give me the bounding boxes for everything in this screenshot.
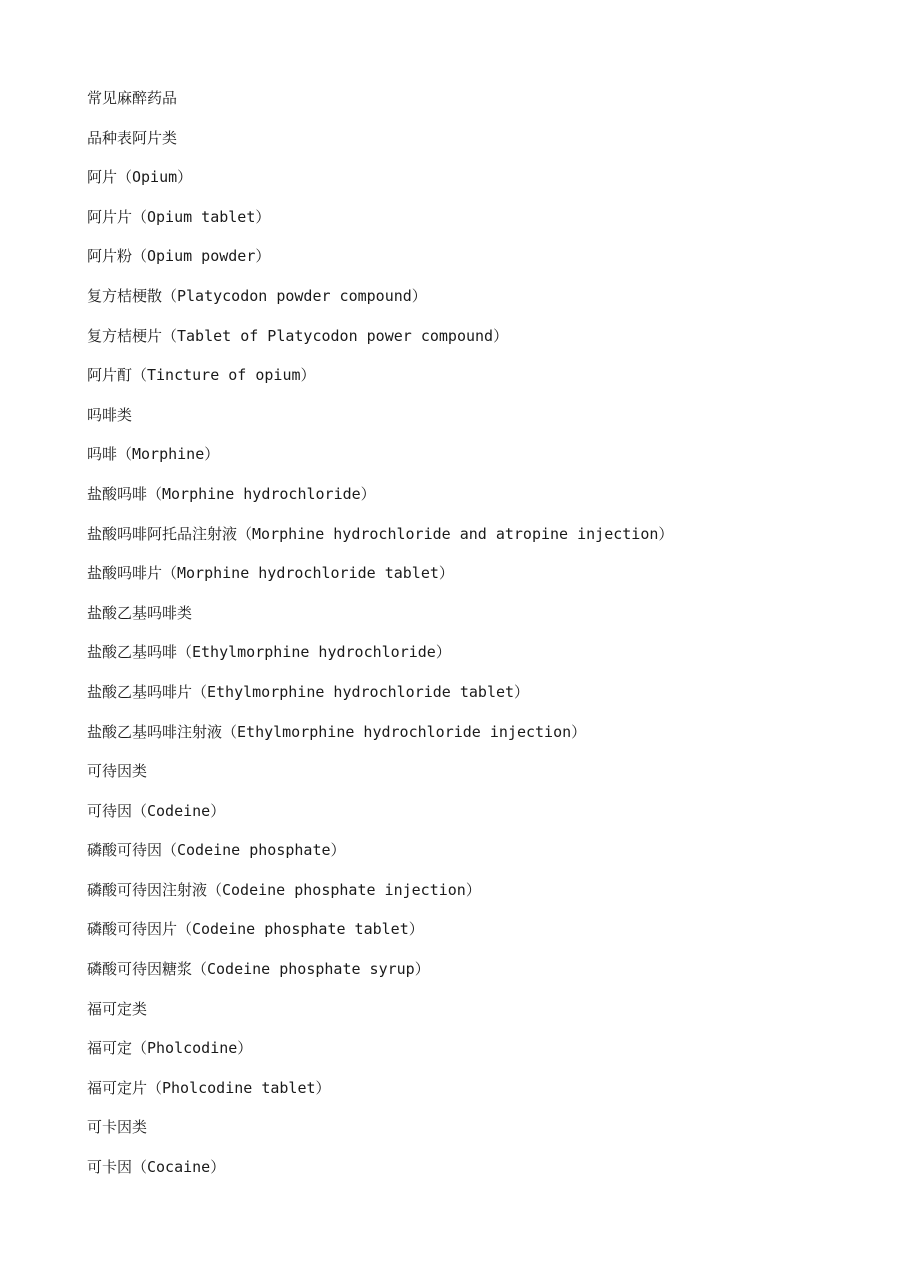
document-line: 复方桔梗片（Tablet of Platycodon power compound） [87, 326, 509, 345]
document-line: 阿片酊（Tincture of opium） [87, 366, 316, 385]
document-line: 盐酸吗啡（Morphine hydrochloride） [87, 484, 376, 503]
category-heading: 吗啡类 [87, 405, 133, 424]
document-line: 盐酸乙基吗啡片（Ethylmorphine hydrochloride tablet） [87, 682, 530, 701]
document-body [87, 84, 887, 1193]
document-line: 阿片（Opium） [87, 168, 193, 187]
document-subheading: 品种表阿片类 [87, 128, 178, 147]
document-line: 磷酸可待因糖浆（Codeine phosphate syrup） [87, 960, 430, 979]
document-line: 吗啡（Morphine） [87, 445, 220, 464]
category-heading: 盐酸乙基吗啡类 [87, 603, 193, 622]
document-line: 福可定（Pholcodine） [87, 1039, 253, 1058]
category-heading: 可待因类 [87, 762, 148, 781]
document-line: 磷酸可待因注射液（Codeine phosphate injection） [87, 880, 481, 899]
document-line: 盐酸吗啡阿托品注射液（Morphine hydrochloride and atropine injection） [87, 524, 674, 543]
document-line: 阿片粉（Opium powder） [87, 247, 271, 266]
category-heading: 福可定类 [87, 999, 148, 1018]
document-line: 磷酸可待因（Codeine phosphate） [87, 841, 346, 860]
document-line: 盐酸乙基吗啡注射液（Ethylmorphine hydrochloride injection） [87, 722, 587, 741]
document-line: 磷酸可待因片（Codeine phosphate tablet） [87, 920, 424, 939]
document-line: 福可定片（Pholcodine tablet） [87, 1078, 331, 1097]
document-line: 可卡因（Cocaine） [87, 1158, 226, 1177]
document-line: 阿片片（Opium tablet） [87, 207, 271, 226]
document-line: 复方桔梗散（Platycodon powder compound） [87, 286, 427, 305]
document-line: 盐酸吗啡片（Morphine hydrochloride tablet） [87, 564, 454, 583]
document-line: 盐酸乙基吗啡（Ethylmorphine hydrochloride） [87, 643, 451, 662]
document-heading: 常见麻醉药品 [87, 89, 178, 107]
document-line: 可待因（Codeine） [87, 801, 226, 820]
category-heading: 可卡因类 [87, 1118, 148, 1137]
